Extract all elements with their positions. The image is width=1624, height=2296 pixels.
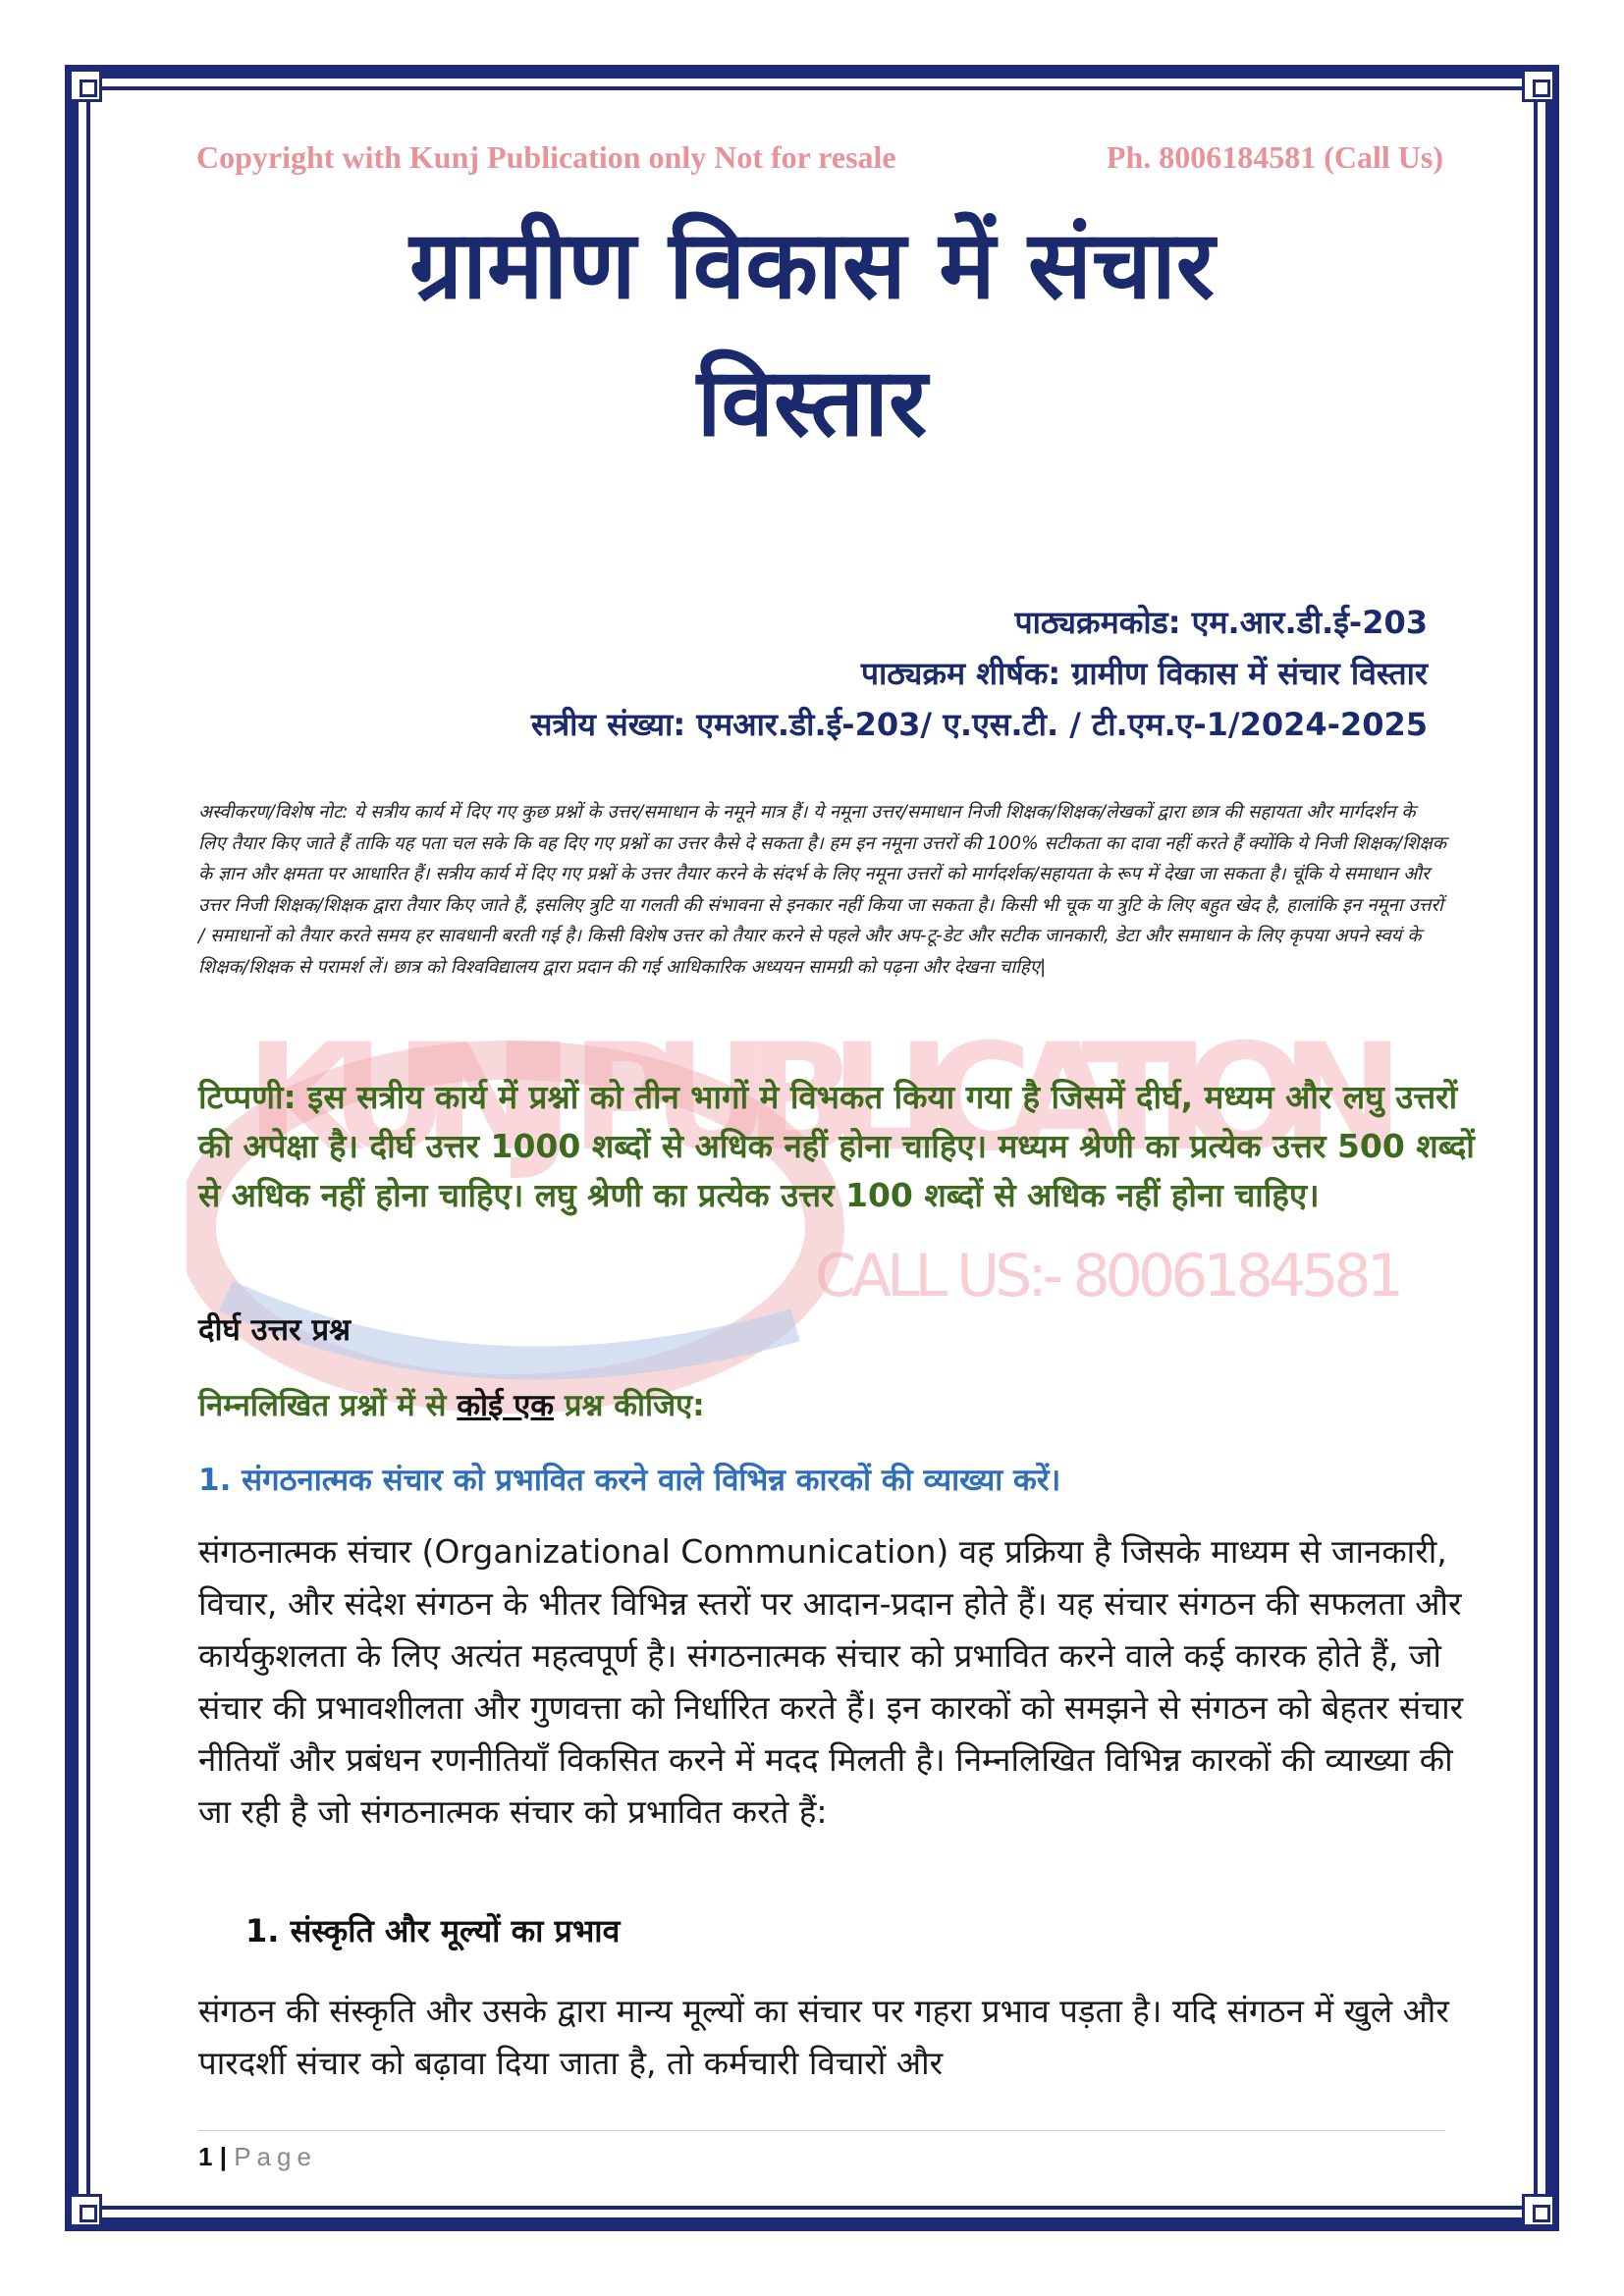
course-info — [531, 597, 1428, 750]
instruction-emphasis: कोई एक — [457, 1388, 555, 1423]
footer-divider — [198, 2130, 1445, 2131]
svg-text:KUNJ PUBLICATION: KUNJ PUBLICATION — [245, 1013, 1404, 1184]
copyright-banner — [196, 139, 1443, 176]
question-1: 1. संगठनात्मक संचार को प्रभावित करने वाले विभिन्न कारकों की व्याख्या करें। — [198, 1463, 1061, 1498]
corner-ornament — [69, 2194, 102, 2227]
disclaimer: अस्वीकरण/विशेष नोट: ये सत्रीय कार्य में दिए गए कुछ प्रश्नों के उत्तर/समाधान के नमूने मात्र हैं। ये नमूना उत्तर/समाधान निजी शिक्षक/शिक्षक/लेखकों द्वारा छात्र की सहायता और मार्गदर्शन के लिए तैयार किए जाते हैं ताकि यह पता चल सके कि वह दिए गए प्रश्नों का उत्तर कैसे दे सकता है। हम इन नमूना उत्तरों की 100% सटीकता का दावा नहीं करते हैं क्योंकि ये निजी शिक्षक/शिक्षक के ज्ञान और क्षमता पर आधारित हैं। सत्रीय कार्य में दिए गए प्रश्नों के उत्तर तैयार करने के संदर्भ के लिए नमूना उत्तरों को मार्गदर्शक/सहायता के रूप में देखा जा सकता है। चूंकि ये समाधान और उत्तर निजी शिक्षक/शिक्षक द्वारा तैयार किए जाते हैं, इसलिए त्रुटि या गलती की संभावना से इनकार नहीं किया जा सकता है। किसी भी चूक या त्रुटि के लिए बहुत खेद है, हालांकि इन नमूना उत्तरों / समाधानों को तैयार करते समय हर सावधानी बरती गई है। किसी विशेष उत्तर को तैयार करने से पहले और अप-टू-डेट और सटीक जानकारी, डेटा और समाधान के लिए कृपया अपने स्वयं के शिक्षक/शिक्षक से परामर्श लें। छात्र को विश्वविद्यालय द्वारा प्रदान की गई आधिकारिक अध्ययन सामग्री को पढ़ना और देखना चाहिए| — [198, 802, 1446, 978]
answer-intro: संगठनात्मक संचार (Organizational Communication) वह प्रक्रिया है जिसके माध्यम से जानकारी, विचार, और संदेश संगठन के भीतर विभिन्न स्तरों पर आदान-प्रदान होते हैं। यह संचार संगठन की सफलता और कार्यकुशलता के लिए अत्यंत महत्वपूर्ण है। संगठनात्मक संचार को प्रभावित करने वाले कई कारक होते हैं, जो संचार की प्रभावशीलता और गुणवत्ता को निर्धारित करते हैं। इन कारकों को समझने से संगठन को बेहतर संचार नीतियाँ और प्रबंधन रणनीतियाँ विकसित करने में मदद मिलती है। निम्नलिखित विभिन्न कारकों की व्याख्या की जा रही है जो संगठनात्मक संचार को प्रभावित करते हैं: — [198, 1532, 1464, 1831]
document-title — [118, 196, 1506, 471]
answer-paragraph: संगठन की संस्कृति और उसके द्वारा मान्य मूल्यों का संचार पर गहरा प्रभाव पड़ता है। यदि संगठन में खुले और पारदर्शी संचार को बढ़ावा दिया जाता है, तो कर्मचारी विचारों और — [198, 1992, 1449, 2082]
instruction-after: प्रश्न कीजिए: — [554, 1388, 705, 1423]
corner-ornament — [69, 69, 102, 102]
answer-subheading: 1. संस्कृति और मूल्यों का प्रभाव — [245, 1912, 621, 1949]
svg-text:CALL US:- 8006184581: CALL US:- 8006184581 — [815, 1242, 1404, 1310]
title-line-2: विस्तार — [696, 347, 928, 457]
instruction — [198, 1384, 705, 1425]
page-label: Page — [234, 2142, 317, 2171]
copyright-text: Copyright with Kunj Publication only Not for resale — [196, 139, 896, 175]
instruction-before: निम्नलिखित प्रश्नों में से — [198, 1388, 458, 1423]
title-line-1: ग्रामीण विकास में संचार — [408, 210, 1216, 320]
page-number: 1 — [198, 2142, 213, 2171]
assignment-note: टिप्पणी: इस सत्रीय कार्य में प्रश्नों को तीन भागों मे विभकत किया गया है जिसमें दीर्घ, मध्यम और लघु उत्तरों की अपेक्षा है। दीर्घ उत्तर 1000 शब्दों से अधिक नहीं होना चाहिए। मध्यम श्रेणी का प्रत्येक उत्तर 500 शब्दों से अधिक नहीं होना चाहिए। लघु श्रेणी का प्रत्येक उत्तर 100 शब्दों से अधिक नहीं होना चाहिए। — [198, 1078, 1475, 1214]
course-code: पाठ्यक्रमकोड: एम.आर.डी.ई-203 — [1014, 604, 1428, 641]
page-footer — [198, 2142, 317, 2172]
assignment-number: सत्रीय संख्या: एमआर.डी.ई-203/ ए.एस.टी. / टी.एम.ए-1/2024-2025 — [530, 706, 1428, 743]
contact-phone: Ph. 8006184581 (Call Us) — [1106, 139, 1443, 175]
corner-ornament — [1522, 69, 1555, 102]
corner-ornament — [1522, 2194, 1555, 2227]
section-heading: दीर्घ उत्तर प्रश्न — [198, 1312, 352, 1348]
footer-separator: | — [219, 2142, 227, 2171]
course-name: पाठ्यक्रम शीर्षक: ग्रामीण विकास में संचार विस्तार — [860, 655, 1428, 692]
